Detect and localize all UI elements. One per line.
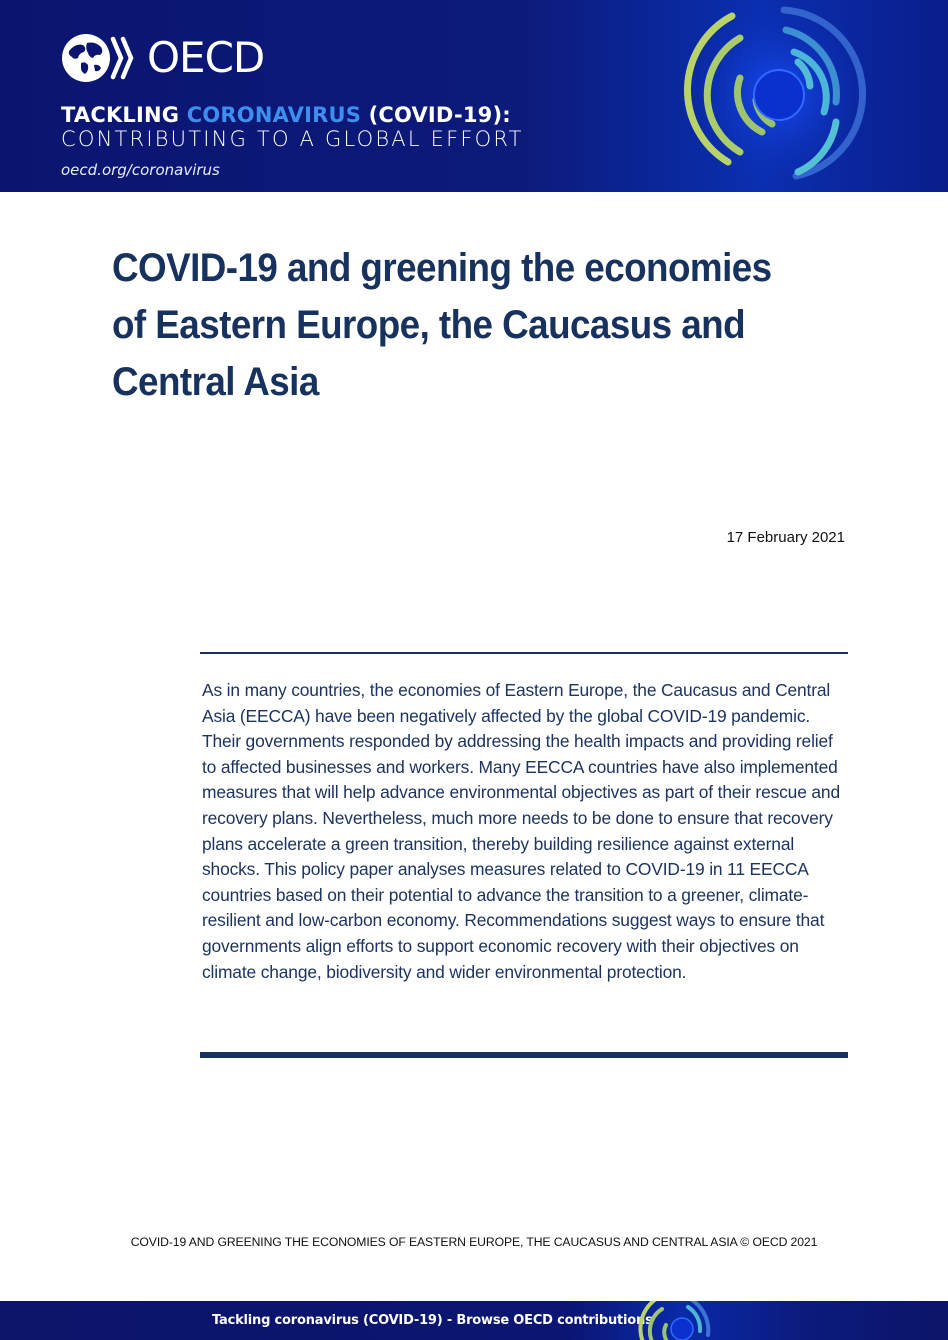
rings-graphic-icon [676, 2, 876, 192]
tagline-prefix: TACKLING [61, 103, 187, 127]
running-footer: COVID-19 AND GREENING THE ECONOMIES OF EASTERN EUROPE, THE CAUCASUS AND CENTRAL ASIA © OECD 2021 [130, 1235, 818, 1249]
series-subtitle: CONTRIBUTING TO A GLOBAL EFFORT [61, 127, 524, 151]
publication-date: 17 February 2021 [726, 529, 845, 546]
abstract-text: As in many countries, the economies of Eastern Europe, the Caucasus and Central Asia (EECCA) have been negatively affected by the global COVID-19 pandemic. Their governments responded by addressing the health impacts and providing relief to affected businesses and workers. Many EECCA countries have also implemented measures that will help advance environmental objectives as part of their rescue and recovery plans. Nevertheless, much more needs to be done to ensure that recovery plans accelerate a green transition, thereby building resilience against external shocks. This policy paper analyses measures related to COVID-19 in 11 EECCA countries based on their potential to advance the transition to a greener, climate-resilient and low-carbon economy. Recommendations suggest ways to ensure that governments align efforts to support economic recovery with their objectives on climate change, biodiversity and wider environmental protection. [202, 680, 840, 982]
oecd-logo [61, 33, 264, 83]
tagline-highlight: CORONAVIRUS [186, 103, 362, 127]
browse-contributions-link[interactable]: Tackling coronavirus (COVID-19) - Browse OECD contributions [212, 1313, 653, 1328]
abstract-bottom-divider [200, 1052, 848, 1058]
globe-icon [61, 33, 143, 83]
logo-wordmark: OECD [147, 33, 265, 82]
mini-rings-icon [630, 1301, 730, 1340]
tagline-suffix: (COVID-19): [361, 103, 511, 127]
document-title: COVID-19 and greening the economies of Eastern Europe, the Caucasus and Central Asia [112, 246, 772, 404]
abstract-top-divider [200, 652, 848, 654]
series-url-link[interactable]: oecd.org/coronavirus [61, 161, 220, 179]
bottom-banner[interactable] [0, 1301, 948, 1340]
header-banner [0, 0, 948, 192]
series-tagline [61, 103, 511, 127]
